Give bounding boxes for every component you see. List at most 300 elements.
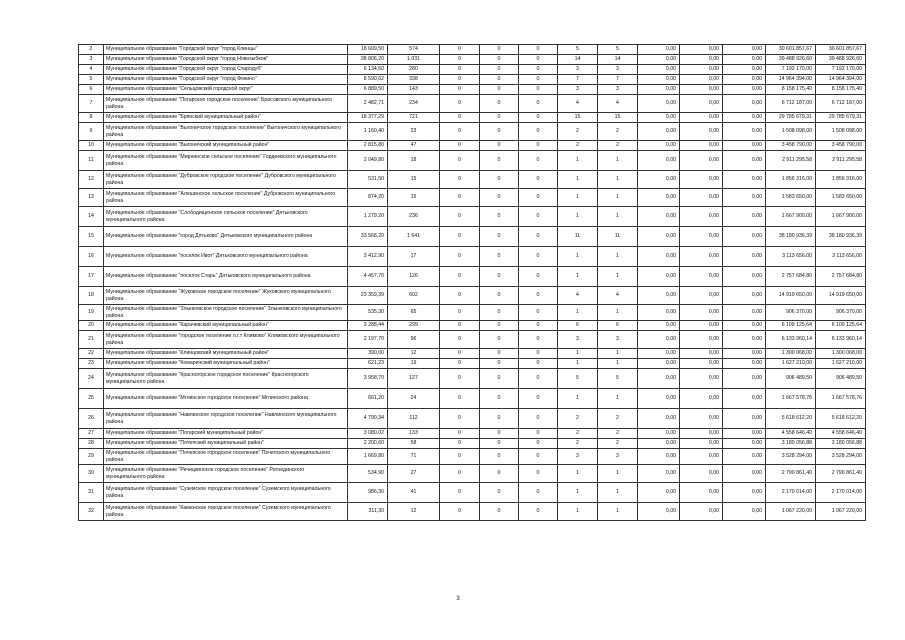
row-number: 2 (79, 45, 104, 55)
row-number: 12 (79, 171, 104, 189)
col-9-value: 0,00 (638, 267, 680, 287)
col-3-value: 24 (388, 389, 440, 409)
col-8-value: 1 (598, 503, 638, 521)
col-12-value: 1 300 068,00 (766, 349, 816, 359)
col-4-value: 0 (440, 439, 480, 449)
col-11-value: 0,00 (723, 151, 766, 171)
col-3-value: 602 (388, 287, 440, 305)
col-6-value: 0 (519, 267, 558, 287)
col-7-value: 14 (558, 55, 598, 65)
table-row (79, 349, 866, 359)
area-value: 621,23 (348, 359, 388, 369)
col-7-value: 1 (558, 151, 598, 171)
col-7-value: 15 (558, 113, 598, 123)
col-12-value: 30 601 857,67 (766, 45, 816, 55)
area-value: 18 377,29 (348, 113, 388, 123)
col-3-value: 47 (388, 141, 440, 151)
col-10-value: 0,00 (680, 503, 723, 521)
col-3-value: 574 (388, 45, 440, 55)
col-7-value: 5 (558, 45, 598, 55)
col-7-value: 6 (558, 321, 598, 331)
col-7-value: 1 (558, 465, 598, 483)
col-9-value: 0,00 (638, 95, 680, 113)
col-3-value: 19 (388, 359, 440, 369)
col-9-value: 0,00 (638, 113, 680, 123)
col-9-value: 0,00 (638, 287, 680, 305)
col-6-value: 0 (519, 287, 558, 305)
municipality-name: Муниципальное образование "поселок Ивот" Дятьковского муниципального района (104, 247, 348, 267)
col-10-value: 0,00 (680, 349, 723, 359)
row-number: 7 (79, 95, 104, 113)
col-13-value: 6 712 187,00 (816, 95, 866, 113)
col-13-value: 906 489,50 (816, 369, 866, 389)
municipality-name: Муниципальное образование "Каменское городское поселение" Суземского муниципального района (104, 503, 348, 521)
col-6-value: 0 (519, 55, 558, 65)
table-row (79, 227, 866, 247)
col-8-value: 11 (598, 227, 638, 247)
col-9-value: 0,00 (638, 429, 680, 439)
col-7-value: 7 (558, 75, 598, 85)
area-value: 33 568,20 (348, 227, 388, 247)
col-11-value: 0,00 (723, 75, 766, 85)
col-10-value: 0,00 (680, 429, 723, 439)
col-12-value: 1 667 900,00 (766, 207, 816, 227)
col-10-value: 0,00 (680, 331, 723, 349)
col-3-value: 41 (388, 483, 440, 503)
col-8-value: 14 (598, 55, 638, 65)
col-12-value: 2 757 684,80 (766, 267, 816, 287)
area-value: 3 958,70 (348, 369, 388, 389)
col-12-value: 1 667 578,76 (766, 389, 816, 409)
col-9-value: 0,00 (638, 247, 680, 267)
col-7-value: 2 (558, 429, 598, 439)
municipality-name: Муниципальное образование "Клинцовский муниципальный район" (104, 349, 348, 359)
row-number: 20 (79, 321, 104, 331)
col-5-value: 0 (480, 65, 519, 75)
col-6-value: 0 (519, 75, 558, 85)
municipality-name: Муниципальное образование "Городской округ "город Клинцы" (104, 45, 348, 55)
col-12-value: 3 113 656,00 (766, 247, 816, 267)
area-value: 1 669,80 (348, 449, 388, 465)
col-10-value: 0,00 (680, 171, 723, 189)
row-number: 30 (79, 465, 104, 483)
col-9-value: 0,00 (638, 503, 680, 521)
col-6-value: 0 (519, 389, 558, 409)
col-8-value: 2 (598, 141, 638, 151)
col-11-value: 0,00 (723, 429, 766, 439)
col-10-value: 0,00 (680, 465, 723, 483)
row-number: 15 (79, 227, 104, 247)
col-6-value: 0 (519, 207, 558, 227)
col-11-value: 0,00 (723, 439, 766, 449)
col-6-value: 0 (519, 65, 558, 75)
col-10-value: 0,00 (680, 113, 723, 123)
col-10-value: 0,00 (680, 207, 723, 227)
col-6-value: 0 (519, 439, 558, 449)
col-7-value: 2 (558, 123, 598, 141)
col-3-value: 126 (388, 267, 440, 287)
municipality-name: Муниципальное образование "Суземское городское поселение" Суземского муниципального района (104, 483, 348, 503)
col-9-value: 0,00 (638, 369, 680, 389)
municipality-name: Муниципальное образование "Городской округ "город Фокино" (104, 75, 348, 85)
col-5-value: 0 (480, 503, 519, 521)
area-value: 4 457,70 (348, 267, 388, 287)
municipality-name: Муниципальное образование "Дубровское городское поселение" Дубровского муниципального района (104, 171, 348, 189)
table-body (79, 45, 866, 521)
col-8-value: 2 (598, 429, 638, 439)
area-value: 2 482,71 (348, 95, 388, 113)
row-number: 25 (79, 389, 104, 409)
col-13-value: 1 627 210,00 (816, 359, 866, 369)
municipality-name: Муниципальное образование "городское поселение п.г.т Климово" Климовского муниципального района (104, 331, 348, 349)
col-11-value: 0,00 (723, 45, 766, 55)
col-3-value: 1 641 (388, 227, 440, 247)
col-3-value: 127 (388, 369, 440, 389)
area-value: 986,30 (348, 483, 388, 503)
col-6-value: 0 (519, 321, 558, 331)
table-row (79, 369, 866, 389)
col-10-value: 0,00 (680, 75, 723, 85)
col-10-value: 0,00 (680, 247, 723, 267)
col-9-value: 0,00 (638, 207, 680, 227)
col-11-value: 0,00 (723, 369, 766, 389)
col-4-value: 0 (440, 389, 480, 409)
col-4-value: 0 (440, 305, 480, 321)
table-row (79, 331, 866, 349)
municipality-name: Муниципальное образование "Погарское городское поселение" Брасовского муниципального района (104, 95, 348, 113)
col-3-value: 27 (388, 465, 440, 483)
col-7-value: 11 (558, 227, 598, 247)
col-4-value: 0 (440, 349, 480, 359)
col-8-value: 1 (598, 305, 638, 321)
col-7-value: 3 (558, 65, 598, 75)
col-5-value: 0 (480, 359, 519, 369)
area-value: 6 134,50 (348, 65, 388, 75)
area-value: 661,20 (348, 389, 388, 409)
municipality-name: Муниципальное образование "Выгоничский муниципальный район" (104, 141, 348, 151)
col-13-value: 5 618 612,20 (816, 409, 866, 429)
col-4-value: 0 (440, 321, 480, 331)
col-8-value: 4 (598, 287, 638, 305)
col-11-value: 0,00 (723, 95, 766, 113)
municipality-name: Муниципальное образование "Почепское городское поселение" Почепского муниципального района (104, 449, 348, 465)
area-value: 390,00 (348, 349, 388, 359)
col-3-value: 112 (388, 409, 440, 429)
col-11-value: 0,00 (723, 409, 766, 429)
table-row (79, 321, 866, 331)
col-10-value: 0,00 (680, 409, 723, 429)
col-7-value: 1 (558, 349, 598, 359)
row-number: 14 (79, 207, 104, 227)
row-number: 31 (79, 483, 104, 503)
col-5-value: 0 (480, 483, 519, 503)
area-value: 2 197,70 (348, 331, 388, 349)
col-9-value: 0,00 (638, 439, 680, 449)
col-12-value: 3 180 056,88 (766, 439, 816, 449)
col-5-value: 0 (480, 189, 519, 207)
table-row (79, 483, 866, 503)
col-5-value: 0 (480, 141, 519, 151)
col-6-value: 0 (519, 85, 558, 95)
col-8-value: 3 (598, 85, 638, 95)
col-6-value: 0 (519, 123, 558, 141)
col-12-value: 6 109 125,64 (766, 321, 816, 331)
table-row (79, 113, 866, 123)
col-5-value: 0 (480, 439, 519, 449)
col-8-value: 1 (598, 151, 638, 171)
col-9-value: 0,00 (638, 171, 680, 189)
row-number: 13 (79, 189, 104, 207)
col-6-value: 0 (519, 429, 558, 439)
table-row (79, 75, 866, 85)
area-value: 2 200,60 (348, 439, 388, 449)
col-4-value: 0 (440, 75, 480, 85)
col-11-value: 0,00 (723, 321, 766, 331)
col-5-value: 0 (480, 429, 519, 439)
col-7-value: 2 (558, 439, 598, 449)
col-6-value: 0 (519, 141, 558, 151)
col-4-value: 0 (440, 189, 480, 207)
table-row (79, 85, 866, 95)
col-10-value: 0,00 (680, 321, 723, 331)
col-7-value: 2 (558, 409, 598, 429)
col-12-value: 3 528 294,00 (766, 449, 816, 465)
municipality-name: Муниципальное образование "Почепский муниципальный район" (104, 439, 348, 449)
col-12-value: 1 583 650,00 (766, 189, 816, 207)
col-7-value: 2 (558, 141, 598, 151)
col-8-value: 2 (598, 123, 638, 141)
col-6-value: 0 (519, 331, 558, 349)
col-12-value: 6 712 187,00 (766, 95, 816, 113)
table-row (79, 439, 866, 449)
col-8-value: 1 (598, 359, 638, 369)
col-11-value: 0,00 (723, 189, 766, 207)
col-4-value: 0 (440, 207, 480, 227)
col-11-value: 0,00 (723, 267, 766, 287)
col-13-value: 29 785 679,31 (816, 113, 866, 123)
row-number: 8 (79, 113, 104, 123)
row-number: 5 (79, 75, 104, 85)
col-9-value: 0,00 (638, 359, 680, 369)
municipality-name: Муниципальное образование "Злынковское городское поселение" Злынковского муниципального района (104, 305, 348, 321)
municipality-name: Муниципальное образование "Слободищенское сельское поселение" Дятьковского муниципального района (104, 207, 348, 227)
col-11-value: 0,00 (723, 465, 766, 483)
col-3-value: 234 (388, 95, 440, 113)
col-4-value: 0 (440, 55, 480, 65)
col-3-value: 71 (388, 449, 440, 465)
col-12-value: 29 785 679,31 (766, 113, 816, 123)
col-10-value: 0,00 (680, 95, 723, 113)
row-number: 29 (79, 449, 104, 465)
col-7-value: 1 (558, 389, 598, 409)
col-10-value: 0,00 (680, 151, 723, 171)
col-9-value: 0,00 (638, 189, 680, 207)
table-row (79, 449, 866, 465)
col-5-value: 0 (480, 207, 519, 227)
col-11-value: 0,00 (723, 123, 766, 141)
area-value: 3 080,02 (348, 429, 388, 439)
area-value: 4 790,34 (348, 409, 388, 429)
col-8-value: 1 (598, 267, 638, 287)
col-4-value: 0 (440, 503, 480, 521)
col-4-value: 0 (440, 465, 480, 483)
col-13-value: 2 757 684,80 (816, 267, 866, 287)
data-table (78, 44, 866, 521)
row-number: 23 (79, 359, 104, 369)
municipality-name: Муниципальное образование "поселок Старь" Дятьковского муниципального района (104, 267, 348, 287)
col-13-value: 1 067 220,00 (816, 503, 866, 521)
area-value: 1 279,20 (348, 207, 388, 227)
col-10-value: 0,00 (680, 55, 723, 65)
col-8-value: 5 (598, 369, 638, 389)
col-4-value: 0 (440, 409, 480, 429)
col-6-value: 0 (519, 449, 558, 465)
col-12-value: 906 370,00 (766, 305, 816, 321)
row-number: 24 (79, 369, 104, 389)
col-12-value: 2 790 861,40 (766, 465, 816, 483)
col-10-value: 0,00 (680, 369, 723, 389)
col-12-value: 39 488 926,60 (766, 55, 816, 65)
col-5-value: 0 (480, 449, 519, 465)
col-7-value: 1 (558, 305, 598, 321)
col-12-value: 906 489,50 (766, 369, 816, 389)
area-value: 3 412,90 (348, 247, 388, 267)
col-11-value: 0,00 (723, 85, 766, 95)
col-10-value: 0,00 (680, 65, 723, 75)
municipality-name: Муниципальное образование "Красногорское городское поселение" Красногорского муниципального района (104, 369, 348, 389)
table-row (79, 207, 866, 227)
col-7-value: 1 (558, 189, 598, 207)
row-number: 9 (79, 123, 104, 141)
table-row (79, 141, 866, 151)
col-13-value: 1 300 068,00 (816, 349, 866, 359)
row-number: 28 (79, 439, 104, 449)
col-13-value: 2 911 295,58 (816, 151, 866, 171)
col-4-value: 0 (440, 331, 480, 349)
col-12-value: 8 158 175,40 (766, 85, 816, 95)
col-10-value: 0,00 (680, 449, 723, 465)
col-3-value: 17 (388, 247, 440, 267)
municipality-name: Муниципальное образование "Навлинское городское поселение" Навлинского муниципального района (104, 409, 348, 429)
col-13-value: 1 856 316,00 (816, 171, 866, 189)
municipality-name: Муниципальное образование "Погарский муниципальный район" (104, 429, 348, 439)
table-row (79, 123, 866, 141)
municipality-name: Муниципальное образование "Карачевский муниципальный район" (104, 321, 348, 331)
table-row (79, 55, 866, 65)
col-13-value: 1 508 098,00 (816, 123, 866, 141)
col-11-value: 0,00 (723, 359, 766, 369)
col-6-value: 0 (519, 95, 558, 113)
col-10-value: 0,00 (680, 123, 723, 141)
col-11-value: 0,00 (723, 65, 766, 75)
table-row (79, 267, 866, 287)
col-12-value: 14 919 650,00 (766, 287, 816, 305)
col-4-value: 0 (440, 369, 480, 389)
col-8-value: 3 (598, 331, 638, 349)
col-12-value: 38 180 936,39 (766, 227, 816, 247)
col-7-value: 1 (558, 267, 598, 287)
col-8-value: 1 (598, 189, 638, 207)
col-5-value: 0 (480, 267, 519, 287)
col-5-value: 0 (480, 349, 519, 359)
col-5-value: 0 (480, 95, 519, 113)
col-9-value: 0,00 (638, 409, 680, 429)
col-9-value: 0,00 (638, 389, 680, 409)
col-4-value: 0 (440, 95, 480, 113)
col-4-value: 0 (440, 171, 480, 189)
col-8-value: 2 (598, 409, 638, 429)
area-value: 2 815,80 (348, 141, 388, 151)
col-9-value: 0,00 (638, 227, 680, 247)
col-9-value: 0,00 (638, 465, 680, 483)
col-7-value: 4 (558, 95, 598, 113)
col-4-value: 0 (440, 267, 480, 287)
col-3-value: 280 (388, 65, 440, 75)
row-number: 18 (79, 287, 104, 305)
col-11-value: 0,00 (723, 287, 766, 305)
area-value: 2 049,80 (348, 151, 388, 171)
col-12-value: 14 964 394,00 (766, 75, 816, 85)
col-12-value: 1 508 098,00 (766, 123, 816, 141)
col-7-value: 3 (558, 85, 598, 95)
col-4-value: 0 (440, 449, 480, 465)
col-10-value: 0,00 (680, 483, 723, 503)
table-row (79, 305, 866, 321)
col-13-value: 39 488 926,60 (816, 55, 866, 65)
col-8-value: 1 (598, 207, 638, 227)
municipality-name: Муниципальное образование "Брянский муниципальный район" (104, 113, 348, 123)
page-number: 3 (456, 596, 460, 602)
col-13-value: 4 558 646,40 (816, 429, 866, 439)
col-9-value: 0,00 (638, 151, 680, 171)
col-13-value: 8 158 175,40 (816, 85, 866, 95)
col-11-value: 0,00 (723, 141, 766, 151)
col-7-value: 1 (558, 359, 598, 369)
col-3-value: 338 (388, 75, 440, 85)
municipality-name: Муниципальное образование "Сельцовский городской округ" (104, 85, 348, 95)
col-6-value: 0 (519, 305, 558, 321)
col-13-value: 1 667 900,00 (816, 207, 866, 227)
table-row (79, 429, 866, 439)
area-value: 38 806,20 (348, 55, 388, 65)
col-13-value: 3 180 056,88 (816, 439, 866, 449)
col-13-value: 30 601 857,67 (816, 45, 866, 55)
table-row (79, 189, 866, 207)
col-9-value: 0,00 (638, 449, 680, 465)
col-13-value: 14 964 394,00 (816, 75, 866, 85)
area-value: 311,30 (348, 503, 388, 521)
col-6-value: 0 (519, 151, 558, 171)
col-13-value: 1 667 578,76 (816, 389, 866, 409)
col-7-value: 4 (558, 287, 598, 305)
area-value: 535,30 (348, 305, 388, 321)
municipality-name: Муниципальное образование "Мирнинское сельское поселение" Гордеевского муниципального района (104, 151, 348, 171)
col-13-value: 6 133 960,14 (816, 331, 866, 349)
col-5-value: 0 (480, 113, 519, 123)
col-3-value: 133 (388, 429, 440, 439)
col-7-value: 3 (558, 449, 598, 465)
area-value: 8 590,62 (348, 75, 388, 85)
col-6-value: 0 (519, 409, 558, 429)
col-9-value: 0,00 (638, 483, 680, 503)
col-8-value: 5 (598, 45, 638, 55)
municipality-name: Муниципальное образование "Комаричский муниципальный район" (104, 359, 348, 369)
row-number: 26 (79, 409, 104, 429)
col-5-value: 0 (480, 55, 519, 65)
col-6-value: 0 (519, 171, 558, 189)
col-11-value: 0,00 (723, 207, 766, 227)
col-10-value: 0,00 (680, 189, 723, 207)
